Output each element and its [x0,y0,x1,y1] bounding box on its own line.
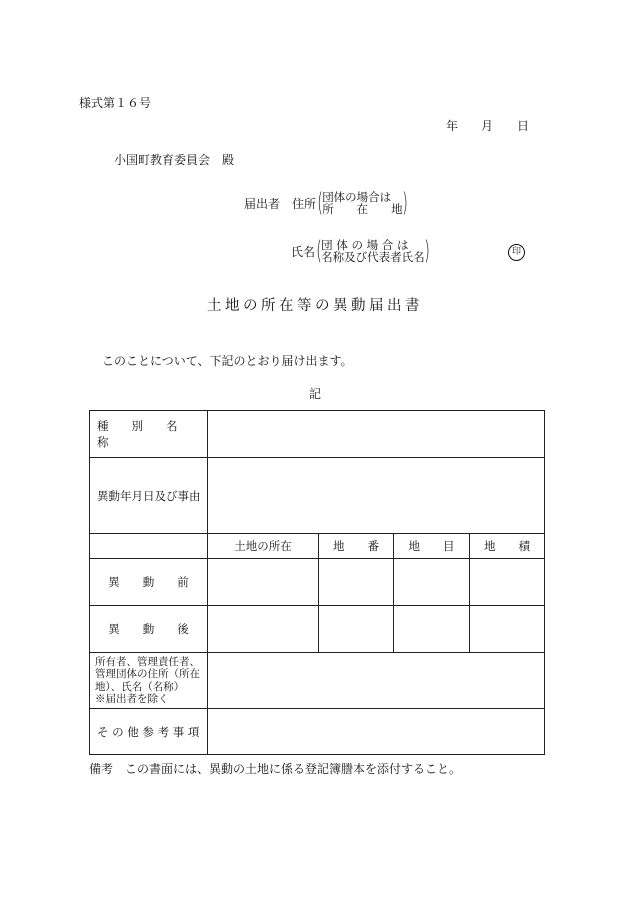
label-before: 異 動 前 [90,559,208,606]
input-after-area[interactable] [470,606,545,653]
label-other: そ の 他 参 考 事 項 [90,709,208,755]
address-note [322,191,403,215]
name-note [321,239,425,263]
applicant-name [291,238,429,264]
table-row-other [90,709,545,755]
table-row-type [90,411,545,458]
header-blank [90,534,208,559]
table-row-reason [90,458,545,534]
input-before-location[interactable] [208,559,319,606]
intro-text: このことについて、下記のとおり届け出ます。 [102,354,353,368]
form-table [89,410,545,755]
address-label: 住所 [292,196,317,211]
address-note-line1: 団体の場合は [322,190,392,204]
remark-text: 備考 この書面には、異動の土地に係る登記簿謄本を添付すること。 [89,762,462,776]
input-before-category[interactable] [394,559,470,606]
applicant-address [244,190,407,216]
document-title: 土地の所在等の異動届出書 [207,298,423,314]
name-note-line2: 名称及び代表者氏名 [321,250,425,264]
label-owner [90,653,208,709]
header-area: 地 積 [470,534,545,559]
header-land-category: 地 目 [394,534,470,559]
date-year: 年 [446,119,459,133]
applicant-label: 届出者 [244,196,281,211]
table-row-before [90,559,545,606]
table-row-after [90,606,545,653]
input-after-location[interactable] [208,606,319,653]
addressee: 小国町教育委員会 殿 [114,153,235,167]
input-other[interactable] [208,709,545,755]
date-day: 日 [517,119,530,133]
owner-line2: 管理団体の住所（所在 [95,668,200,680]
label-type: 種 別 名 称 [90,411,208,458]
open-paren: ( [317,188,323,218]
form-number: 様式第１６号 [79,96,152,110]
owner-line3: 地）、氏名（名称） [95,680,185,693]
input-reason[interactable] [208,458,545,534]
input-after-category[interactable] [394,606,470,653]
date-month: 月 [481,119,494,133]
close-paren: ) [423,236,430,266]
owner-line1: 所有者、管理責任者、 [95,655,200,668]
open-paren: ( [316,236,322,266]
name-label: 氏名 [291,244,316,259]
header-location: 土地の所在 [208,534,319,559]
input-before-lot[interactable] [319,559,394,606]
name-note-line1: 団 体 の 場 合 は [321,238,409,252]
ki-heading: 記 [308,387,321,401]
header-lot-number: 地 番 [319,534,394,559]
close-paren: ) [401,188,408,218]
table-row-owner [90,653,545,709]
input-after-lot[interactable] [319,606,394,653]
seal-mark: 印 [508,244,525,261]
table-row-headers [90,534,545,559]
input-before-area[interactable] [470,559,545,606]
input-owner[interactable] [208,653,545,709]
input-type[interactable] [208,411,545,458]
label-reason: 異動年月日及び事由 [90,458,208,534]
owner-line4: ※届出者を除く [95,693,169,705]
label-after: 異 動 後 [90,606,208,653]
address-note-line2: 所 在 地 [322,202,403,216]
